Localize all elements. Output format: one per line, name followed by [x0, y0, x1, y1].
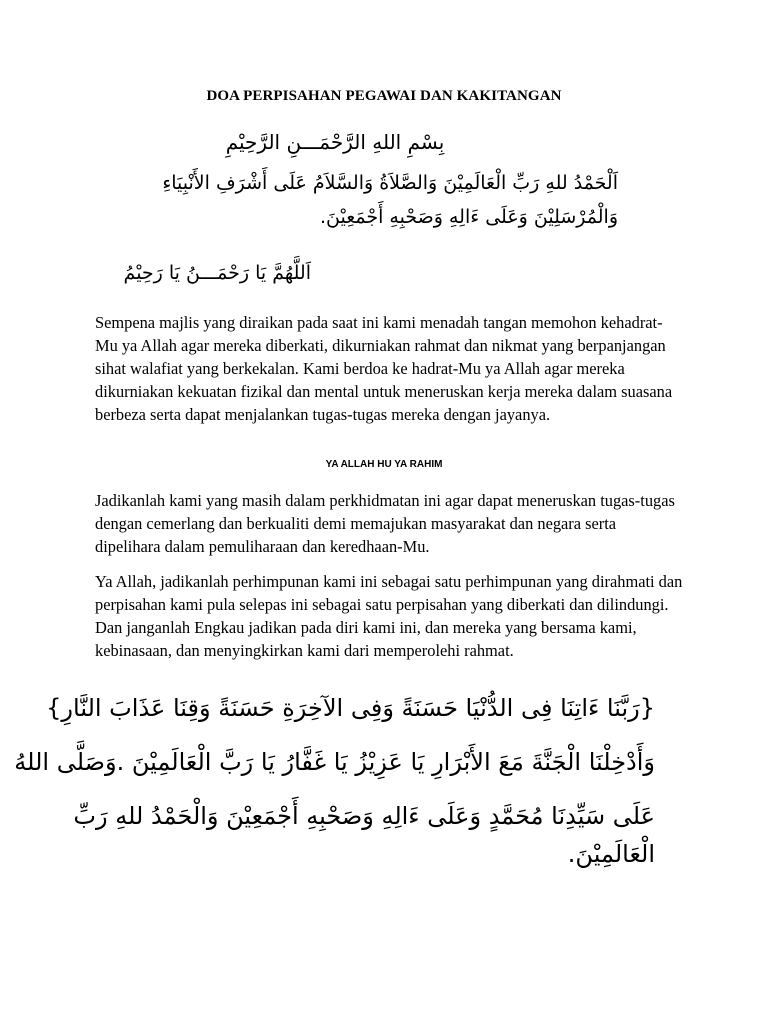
subheading: YA ALLAH HU YA RAHIM	[325, 459, 443, 470]
arabic-intro-line-2: وَالْمُرْسَلِيْنَ وَعَلَى ءَالِهِ وَصَحْبِهِ أَجْمَعِيْنَ.	[319, 206, 618, 228]
paragraph-3: Ya Allah, jadikanlah perhimpunan kami ini sebagai satu perhimpunan yang dirahmati dan perpisahan kami pula selepas ini sebagai satu perpisahan yang diberkati dan dilindungi. Dan janganlah Engkau jadikan pada diri kami ini, dan mereka yang bersama kami, kebinasaan, dan menyingkirkan kami dari memperolehi rahmat.	[95, 572, 683, 660]
arabic-doa-line-2: وَأَدْخِلْنَا الْجَنَّةَ مَعَ الأَبْرَارِ يَا عَزِيْزُ يَا غَفَّارُ يَا رَبَّ الْعَالَمِيْنَ .وَصَلَّى اللهُ	[14, 748, 655, 776]
arabic-doa-line-3: عَلَى سَيِّدِنَا مُحَمَّدٍ وَعَلَى ءَالِهِ وَصَحْبِهِ أَجْمَعِيْنَ وَالْحَمْدُ للهِ رَبِّ	[73, 802, 655, 830]
arabic-doa-line-1: {رَبَّنَا ءَاتِنَا فِى الدُّنْيَا حَسَنَةً وَفِى الآخِرَةِ حَسَنَةً وَقِنَا عَذَابَ النَّارِ}	[46, 694, 655, 722]
arabic-intro-line-1: اَلْحَمْدُ للهِ رَبِّ الْعَالَمِيْنَ وَالصَّلاَةُ وَالسَّلاَمُ عَلَى أَشْرَفِ الأَنْبِيَاءِ	[162, 172, 618, 194]
document-title: DOA PERPISAHAN PEGAWAI DAN KAKITANGAN	[206, 88, 562, 104]
arabic-invocation: اَللَّهُمَّ يَا رَحْمَـــنُ يَا رَحِيْمُ	[123, 262, 311, 284]
paragraph-1: Sempena majlis yang diraikan pada saat ini kami menadah tangan memohon kehadrat-Mu ya Allah agar mereka diberkati, dikurniakan rahmat dan nikmat yang berpanjangan sihat walafiat yang berkekalan. Kami berdoa ke hadrat-Mu ya Allah agar mereka dikurniakan kekuatan fizikal dan mental untuk meneruskan kerja mereka dalam suasana berbeza serta dapat menjalankan tugas-tugas mereka dengan jayanya.	[95, 313, 673, 424]
arabic-basmala: بِسْمِ اللهِ الرَّحْمَـــنِ الرَّحِيْمِ	[225, 130, 445, 154]
paragraph-2: Jadikanlah kami yang masih dalam perkhidmatan ini agar dapat meneruskan tugas-tugas dengan cemerlang dan berkualiti demi memajukan masyarakat dan negara serta dipelihara dalam pemuliharaan dan keredhaan-Mu.	[95, 491, 675, 556]
arabic-doa-line-4: الْعَالَمِيْنَ.	[567, 840, 655, 868]
